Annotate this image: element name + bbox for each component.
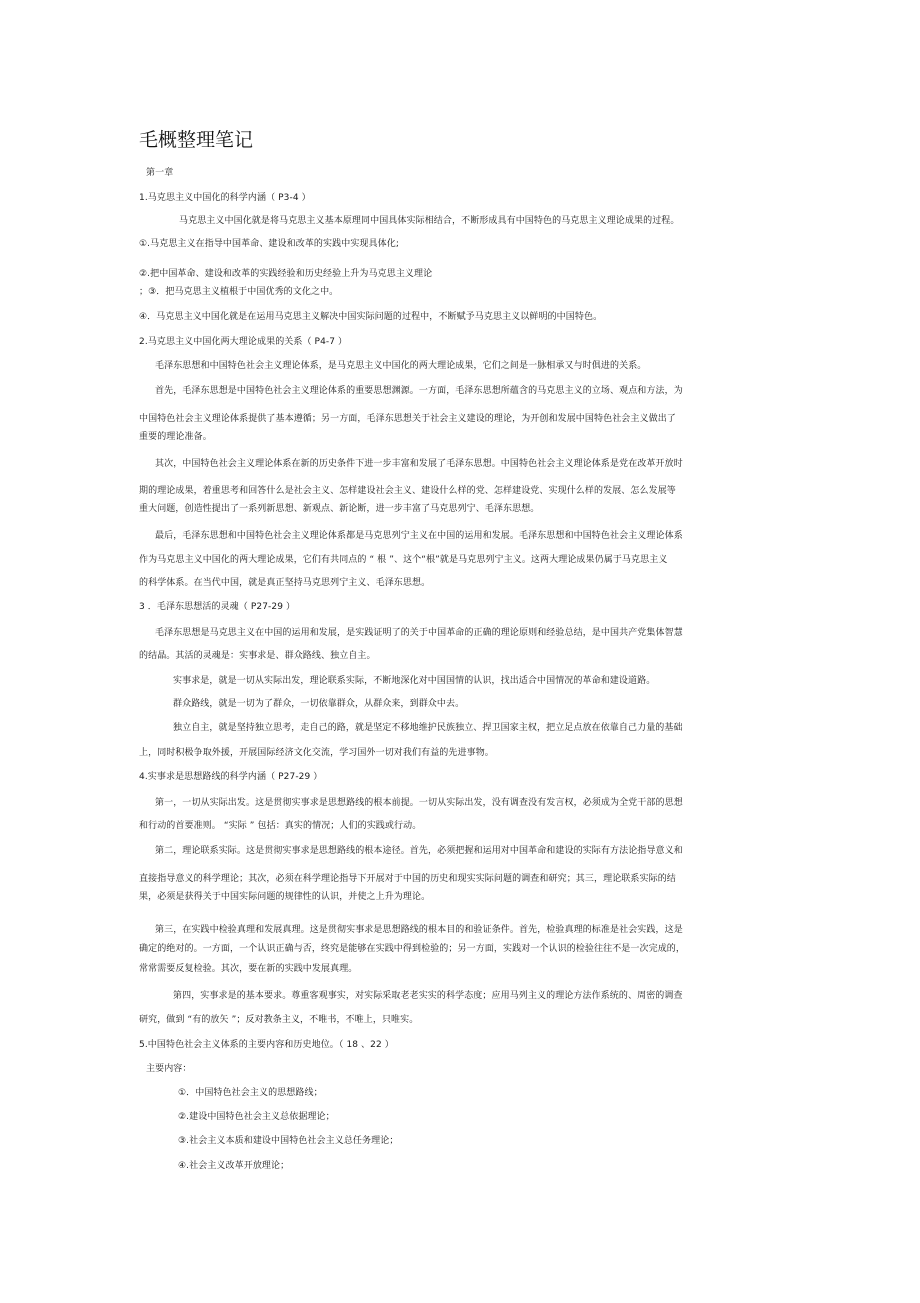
paragraph-line: 群众路线，就是一切为了群众，一切依靠群众，从群众来，到群众中去。 [173, 699, 465, 709]
list-item: ④.社会主义改革开放理论； [178, 1161, 290, 1171]
section-heading-5: 5.中国特色社会主义体系的主要内容和历史地位。（ 18 、22 ） [139, 1040, 394, 1050]
paragraph-line: 第一，一切从实际出发。这是贯彻实事求是思想路线的根本前提。一切从实际出发，没有调查没有发言权，必须成为全党干部的思想 [155, 798, 683, 808]
paragraph-line: 最后，毛泽东思想和中国特色社会主义理论体系都是马克思列宁主义在中国的运用和发展。毛泽东思想和中国特色社会主义理论体系 [155, 531, 683, 541]
paragraph-line: 重大问题，创造性提出了一系列新思想、新观点、新论断，进一步丰富了马克思列宁、毛泽东思想。 [139, 504, 540, 514]
paragraph-line: 研究，做到 “有的放矢 ”；反对教条主义，不唯书，不唯上，只唯实。 [139, 1015, 419, 1025]
paragraph-line: 第四，实事求是的基本要求。尊重客观事实，对实际采取老老实实的科学态度；应用马列主义的理论方法作系统的、周密的调查 [173, 991, 683, 1001]
paragraph-line: ④．马克思主义中国化就是在运用马克思主义解决中国实际问题的过程中，不断赋予马克思主义以鲜明的中国特色。 [139, 312, 603, 322]
paragraph-line: ；③．把马克思主义植根于中国优秀的文化之中。 [139, 287, 339, 297]
paragraph-line: 独立自主，就是坚持独立思考，走自己的路，就是坚定不移地维护民族独立、捍卫国家主权，把立足点放在依靠自己力量的基础 [173, 723, 683, 733]
paragraph-line: 第三，在实践中检验真理和发展真理。这是贯彻实事求是思想路线的根本目的和验证条件。首先，检验真理的标准是社会实践，这是 [155, 925, 683, 935]
paragraph-line: 实事求是，就是一切从实际出发，理论联系实际，不断地深化对中国国情的认识，找出适合中国情况的革命和建设道路。 [173, 676, 656, 686]
paragraph-line: 首先，毛泽东思想是中国特色社会主义理论体系的重要思想渊源。一方面，毛泽东思想所蕴含的马克思主义的立场、观点和方法，为 [155, 386, 683, 396]
paragraph-line: 重要的理论准备。 [139, 432, 212, 442]
paragraph-line: 常常需要反复检验。其次，要在新的实践中发展真理。 [139, 964, 358, 974]
page-title: 毛概整理笔记 [139, 129, 254, 151]
paragraph-line: 马克思主义中国化就是将马克思主义基本原理同中国具体实际相结合，不断形成具有中国特色的马克思主义理论成果的过程。 [179, 216, 680, 226]
paragraph-line: 的科学体系。在当代中国，就是真正坚持马克思列宁主义、毛泽东思想。 [139, 578, 431, 588]
paragraph-line: 果，必须是获得关于中国实际问题的规律性的认识，并使之上升为理论。 [139, 892, 431, 902]
paragraph-line: 毛泽东思想是马克思主义在中国的运用和发展，是实践证明了的关于中国革命的正确的理论原则和经验总结，是中国共产党集体智慧 [155, 628, 683, 638]
chapter-label: 第一章 [146, 168, 174, 178]
paragraph-line: 上，同时积极争取外援，开展国际经济文化交流，学习国外一切对我们有益的先进事物。 [139, 748, 494, 758]
paragraph-line: 中国特色社会主义理论体系提供了基本遵循；另一方面，毛泽东思想关于社会主义建设的理论，为开创和发展中国特色社会主义做出了 [139, 414, 676, 424]
paragraph-line: 毛泽东思想和中国特色社会主义理论体系，是马克思主义中国化的两大理论成果，它们之间是一脉相承又与时俱进的关系。 [155, 361, 647, 371]
paragraph-line: 主要内容： [146, 1064, 192, 1074]
paragraph-line: 期的理论成果，着重思考和回答什么是社会主义、怎样建设社会主义、建设什么样的党、怎样建设党、实现什么样的发展、怎么发展等 [139, 486, 676, 496]
paragraph-line: 的结晶。其活的灵魂是：实事求是、群众路线、独立自主。 [139, 651, 376, 661]
paragraph-line: ②.把中国革命、建设和改革的实践经验和历史经验上升为马克思主义理论 [139, 269, 433, 279]
paragraph-line: 第二，理论联系实际。这是贯彻实事求是思想路线的根本途径。首先，必须把握和运用对中国革命和建设的实际有方法论指导意义和 [155, 846, 683, 856]
paragraph-line: 确定的绝对的。一方面，一个认识正确与否，终究是能够在实践中得到检验的；另一方面，实践对一个认识的检验往往不是一次完成的， [139, 944, 686, 954]
paragraph-line: ①.马克思主义在指导中国革命、建设和改革的实践中实现具体化; [139, 239, 399, 249]
list-item: ③.社会主义本质和建设中国特色社会主义总任务理论； [178, 1136, 399, 1146]
paragraph-line: 和行动的首要准则。 “实际 ” 包括：真实的情况；人们的实践或行动。 [139, 821, 422, 831]
paragraph-line: 作为马克思主义中国化的两大理论成果，它们有共同点的 “ 根 ”、这个“根”就是马克思列宁主义。这两大理论成果仍属于马克思主义 [139, 555, 668, 565]
section-heading-2: 2.马克思主义中国化两大理论成果的关系（ P4-7 ） [139, 337, 348, 347]
paragraph-line: 直接指导意义的科学理论；其次，必须在科学理论指导下开展对于中国的历史和现实实际问题的调查和研究；其三，理论联系实际的结 [139, 874, 676, 884]
paragraph-line: 其次，中国特色社会主义理论体系在新的历史条件下进一步丰富和发展了毛泽东思想。中国特色社会主义理论体系是党在改革开放时 [155, 459, 683, 469]
list-item: ①．中国特色社会主义的思想路线； [178, 1088, 323, 1098]
section-heading-1: 1.马克思主义中国化的科学内涵（ P3-4 ） [139, 193, 311, 203]
section-heading-3: 3 ．毛泽东思想活的灵魂（ P27-29 ） [139, 602, 296, 612]
list-item: ②.建设中国特色社会主义总依据理论； [178, 1112, 335, 1122]
section-heading-4: 4.实事求是思想路线的科学内涵（ P27-29 ） [139, 772, 323, 782]
